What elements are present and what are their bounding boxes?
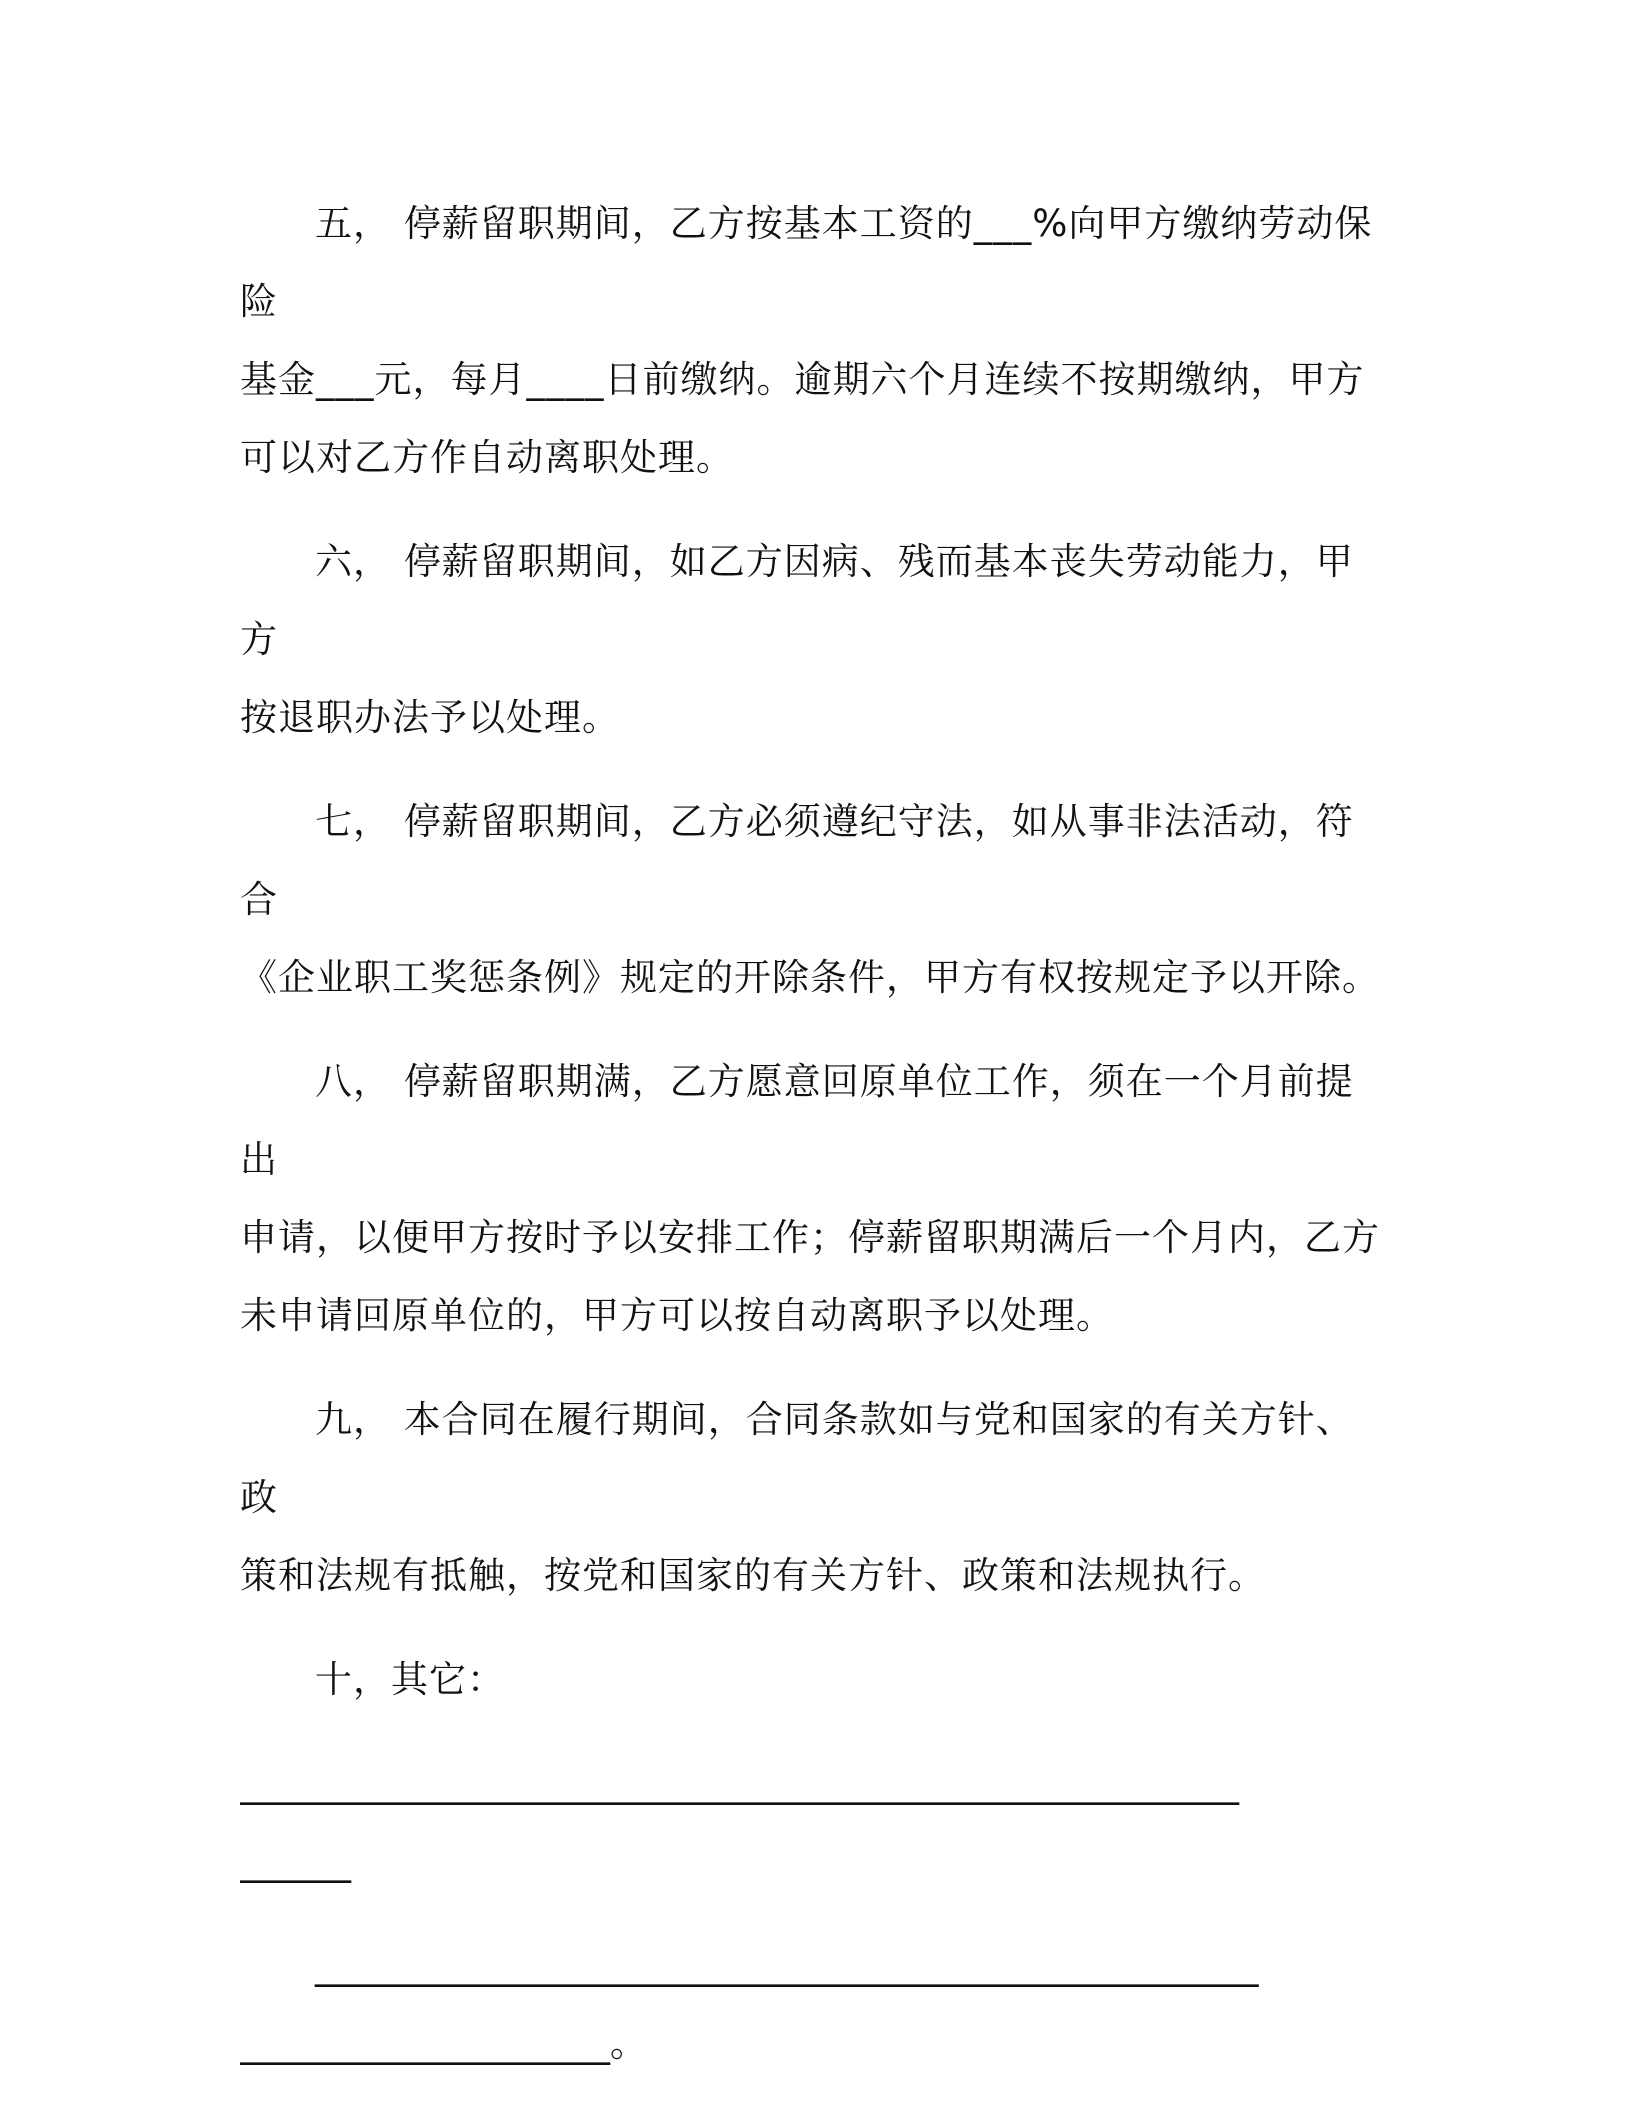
clause-8-line-2: 申请，以便甲方按时予以安排工作；停薪留职期满后一个月内，乙方	[240, 1216, 1380, 1259]
clause-8-line-1: 八， 停薪留职期满，乙方愿意回原单位工作，须在一个月前提出	[240, 1060, 1354, 1181]
clause-5-line-1: 五， 停薪留职期间，乙方按基本工资的___%向甲方缴纳劳动保险	[240, 202, 1373, 323]
clause-10-heading: 十，其它：	[315, 1658, 505, 1701]
other-terms-blanks	[240, 1745, 1390, 2083]
clause-5	[240, 185, 1390, 497]
clause-9-line-1: 九， 本合同在履行期间，合同条款如与党和国家的有关方针、政	[240, 1398, 1354, 1519]
clause-9	[240, 1381, 1390, 1615]
clause-7	[240, 783, 1390, 1017]
clause-9-line-2: 策和法规有抵触，按党和国家的有关方针、政策和法规执行。	[240, 1554, 1266, 1597]
clause-8	[240, 1043, 1390, 1355]
blank-line-3: ___________________________________________________	[315, 1944, 1259, 1987]
blank-line-2: ______	[240, 1840, 351, 1883]
blank-line-1: ______________________________________________________	[240, 1762, 1239, 1805]
clause-6-line-2: 按退职办法予以处理。	[240, 696, 620, 739]
clause-7-line-1: 七， 停薪留职期间，乙方必须遵纪守法，如从事非法活动，符合	[240, 800, 1354, 921]
clause-6	[240, 523, 1390, 757]
clause-7-line-2: 《企业职工奖惩条例》规定的开除条件，甲方有权按规定予以开除。	[240, 956, 1380, 999]
document-body	[240, 185, 1390, 2083]
blank-line-4: ____________________。	[240, 2022, 647, 2065]
clause-5-line-2: 基金___元，每月____日前缴纳。逾期六个月连续不按期缴纳，甲方	[240, 358, 1365, 401]
clause-10	[240, 1641, 1390, 1719]
clause-5-line-3: 可以对乙方作自动离职处理。	[240, 436, 734, 479]
clause-8-line-3: 未申请回原单位的，甲方可以按自动离职予以处理。	[240, 1294, 1114, 1337]
clause-6-line-1: 六， 停薪留职期间，如乙方因病、残而基本丧失劳动能力，甲方	[240, 540, 1354, 661]
